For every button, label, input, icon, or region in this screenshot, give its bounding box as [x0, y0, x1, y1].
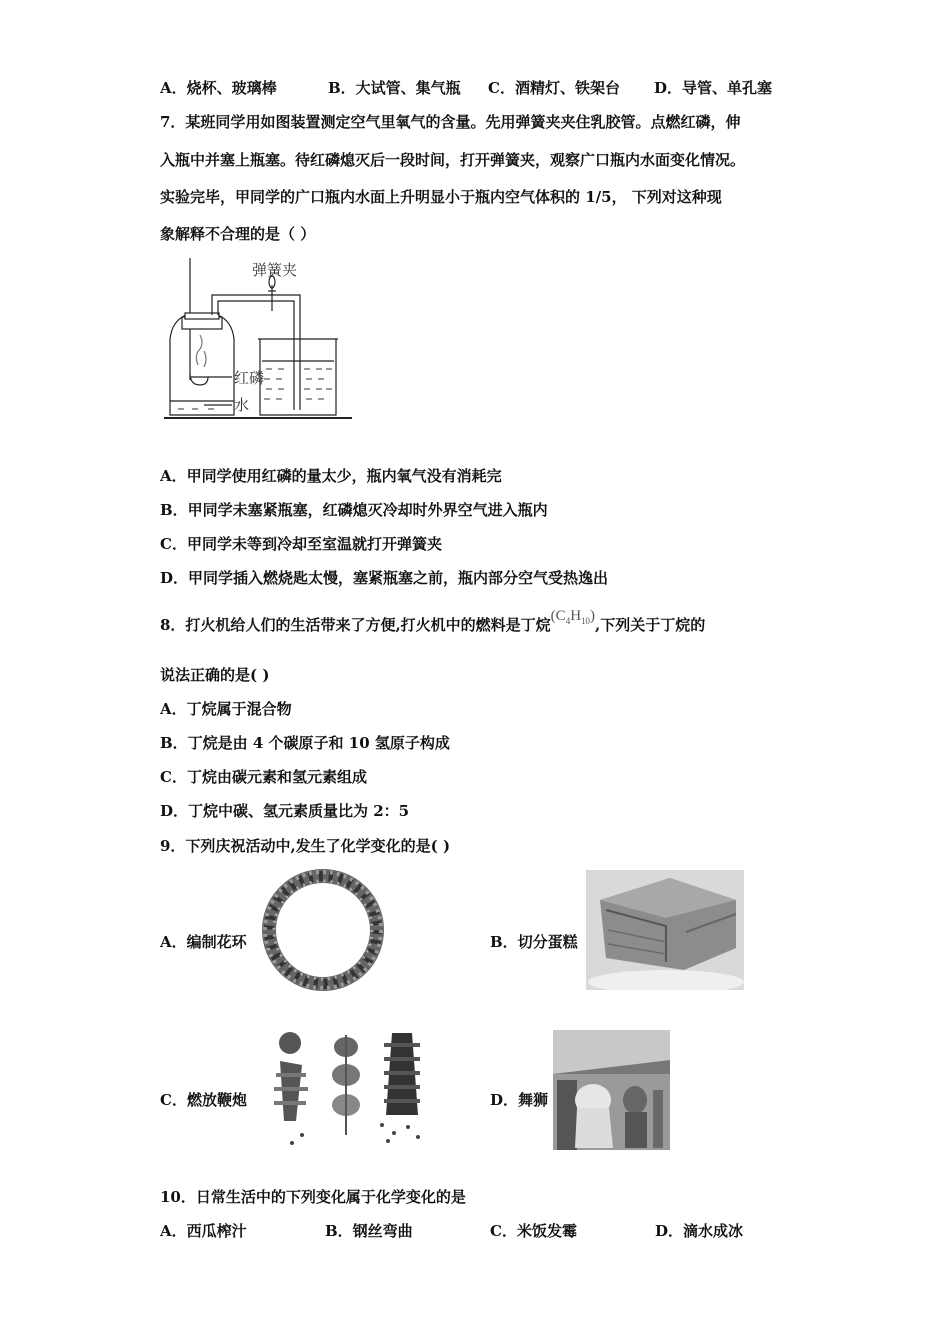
q8-option-a: A．丁烷属于混合物 [160, 700, 292, 718]
q7-stem-line-2: 入瓶中并塞上瓶塞。待红磷熄灭后一段时间，打开弹簧夹，观察广口瓶内水面变化情况。 [160, 151, 746, 169]
diagram-label-clip: 弹簧夹 [252, 261, 298, 279]
q8-option-d: D．丁烷中碳、氢元素质量比为 2：5 [160, 802, 410, 820]
q8-stem-post: ,下列关于丁烷的 [595, 616, 706, 634]
firecracker-image [262, 1025, 432, 1151]
q8-stem-line-2: 说法正确的是( ) [160, 666, 270, 684]
q9-option-b: B．切分蛋糕 [490, 933, 578, 951]
diagram-label-phosphorus: 红磷 [234, 369, 265, 387]
q10-option-c: C．米饭发霉 [490, 1222, 577, 1240]
q10-option-d: D．滴水成冰 [655, 1222, 744, 1240]
wreath-image [258, 865, 388, 995]
q7-stem-line-4: 象解释不合理的是（ ） [160, 225, 316, 243]
q9-option-d: D．舞狮 [490, 1091, 549, 1109]
butane-formula: $(C_4H_{10})$ [550, 608, 596, 626]
diagram-label-water: 水 [234, 396, 250, 414]
q9-option-c: C．燃放鞭炮 [160, 1091, 247, 1109]
q10-options [160, 1221, 743, 1241]
q7-option-a: A．甲同学使用红磷的量太少，瓶内氧气没有消耗完 [160, 467, 502, 485]
q7-option-b: B．甲同学未塞紧瓶塞，红磷熄灭冷却时外界空气进入瓶内 [160, 501, 548, 519]
q8-stem-pre: 8．打火机给人们的生活带来了方便,打火机中的燃料是丁烷 [160, 616, 551, 634]
q9-stem: 9．下列庆祝活动中,发生了化学变化的是( ) [160, 837, 451, 855]
lion-dance-image [553, 1030, 670, 1150]
q10-option-a: A．西瓜榨汁 [160, 1222, 247, 1240]
q8-option-b: B．丁烷是由 4 个碳原子和 10 氢原子构成 [160, 734, 450, 752]
q6-option-b: B．大试管、集气瓶 [328, 79, 461, 97]
q8-stem-line-1 [160, 608, 706, 641]
q6-option-c: C．酒精灯、铁架台 [488, 79, 620, 97]
cake-image [586, 870, 744, 990]
q7-stem-line-1: 7．某班同学用如图装置测定空气里氧气的含量。先用弹簧夹夹住乳胶管。点燃红磷，伸 [160, 113, 741, 131]
q10-option-b: B．钢丝弯曲 [325, 1222, 413, 1240]
q7-option-c: C．甲同学未等到冷却至室温就打开弹簧夹 [160, 535, 442, 553]
q6-option-a: A．烧杯、玻璃棒 [160, 79, 277, 97]
q10-stem: 10．日常生活中的下列变化属于化学变化的是 [160, 1188, 466, 1206]
q6-options [160, 78, 772, 98]
q9-option-a: A．编制花环 [160, 933, 247, 951]
q8-option-c: C．丁烷由碳元素和氢元素组成 [160, 768, 367, 786]
q6-option-d: D．导管、单孔塞 [654, 79, 773, 97]
q7-stem-line-3: 实验完毕，甲同学的广口瓶内水面上升明显小于瓶内空气体积的 1/5， 下列对这种现 [160, 188, 722, 206]
oxygen-experiment-diagram [160, 255, 360, 425]
q7-option-d: D．甲同学插入燃烧匙太慢，塞紧瓶塞之前，瓶内部分空气受热逸出 [160, 569, 609, 587]
